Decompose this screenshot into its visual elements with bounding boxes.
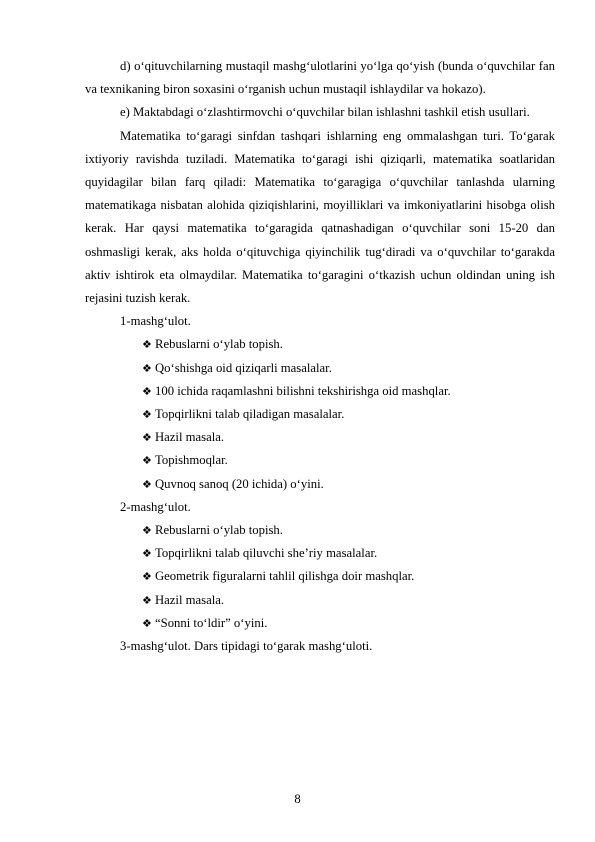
list-item: ❖ “Sonni to‘ldir” o‘yini. <box>142 612 555 635</box>
exercise-2-list <box>85 519 555 635</box>
list-item: ❖ Topqirlikni talab qiluvchi she’riy masalalar. <box>142 542 555 565</box>
diamond-bullet-icon: ❖ <box>142 431 152 445</box>
diamond-bullet-icon: ❖ <box>142 408 152 422</box>
paragraph-main: Matematika to‘garagi sinfdan tashqari ishlarning eng ommalashgan turi. To‘garak ixtiyoriy ravishda tuziladi. Matematika to‘garagi ishi qiziqarli, matematika soatlaridan quyidagilar bilan farq qiladi: Matematika to‘garagiga o‘quvchilar tanlashda ularning matematikaga nisbatan alohida qiziqishlarini, moyilliklari va imkoniyatlarini hisobga olish kerak. Har qaysi matematika to‘garagida qatnashadigan o‘quvchilar soni 15-20 dan oshmasligi kerak, aks holda o‘qituvchiga qiyinchilik tug‘diradi va o‘quvchilar to‘garakda aktiv ishtirok eta olmaydilar. Matematika to‘garagini o‘tkazish uchun oldindan uning ish rejasini tuzish kerak. <box>85 128 555 306</box>
diamond-bullet-icon: ❖ <box>142 616 152 630</box>
exercise-3-title: 3-mashg‘ulot. Dars tipidagi to‘garak mashg‘uloti. <box>120 639 373 654</box>
exercise-1-list <box>85 333 555 495</box>
exercise-2-title: 2-mashg‘ulot. <box>120 499 191 514</box>
diamond-bullet-icon: ❖ <box>142 593 152 607</box>
list-item: ❖ Hazil masala. <box>142 589 555 612</box>
list-item: ❖ Topqirlikni talab qiladigan masalalar. <box>142 403 555 426</box>
paragraph-e: e) Maktabdagi o‘zlashtirmovchi o‘quvchilar bilan ishlashni tashkil etish usullari. <box>120 105 530 120</box>
diamond-bullet-icon: ❖ <box>142 454 152 468</box>
list-item: ❖ Quvnoq sanoq (20 ichida) o‘yini. <box>142 473 555 496</box>
diamond-bullet-icon: ❖ <box>142 524 152 538</box>
diamond-bullet-icon: ❖ <box>142 338 152 352</box>
diamond-bullet-icon: ❖ <box>142 384 152 398</box>
list-item: ❖ Topishmoqlar. <box>142 449 555 472</box>
list-item: ❖ Rebuslarni o‘ylab topish. <box>142 333 555 356</box>
diamond-bullet-icon: ❖ <box>142 570 152 584</box>
page-number: 8 <box>294 792 301 806</box>
list-item: ❖ Hazil masala. <box>142 426 555 449</box>
list-item: ❖ Rebuslarni o‘ylab topish. <box>142 519 555 542</box>
document-body <box>85 55 555 658</box>
diamond-bullet-icon: ❖ <box>142 547 152 561</box>
list-item: ❖ Qo‘shishga oid qiziqarli masalalar. <box>142 357 555 380</box>
diamond-bullet-icon: ❖ <box>142 361 152 375</box>
list-item: ❖ 100 ichida raqamlashni bilishni tekshirishga oid mashqlar. <box>142 380 555 403</box>
list-item: ❖ Geometrik figuralarni tahlil qilishga doir mashqlar. <box>142 565 555 588</box>
exercise-1-title: 1-mashg‘ulot. <box>120 314 191 329</box>
paragraph-d: d) o‘qituvchilarning mustaqil mashg‘ulotlarini yo‘lga qo‘yish (bunda o‘quvchilar fan va texnikaning biron soxasini o‘rganish uchun mustaqil ishlaydilar va hokazo). <box>85 59 555 97</box>
diamond-bullet-icon: ❖ <box>142 477 152 491</box>
